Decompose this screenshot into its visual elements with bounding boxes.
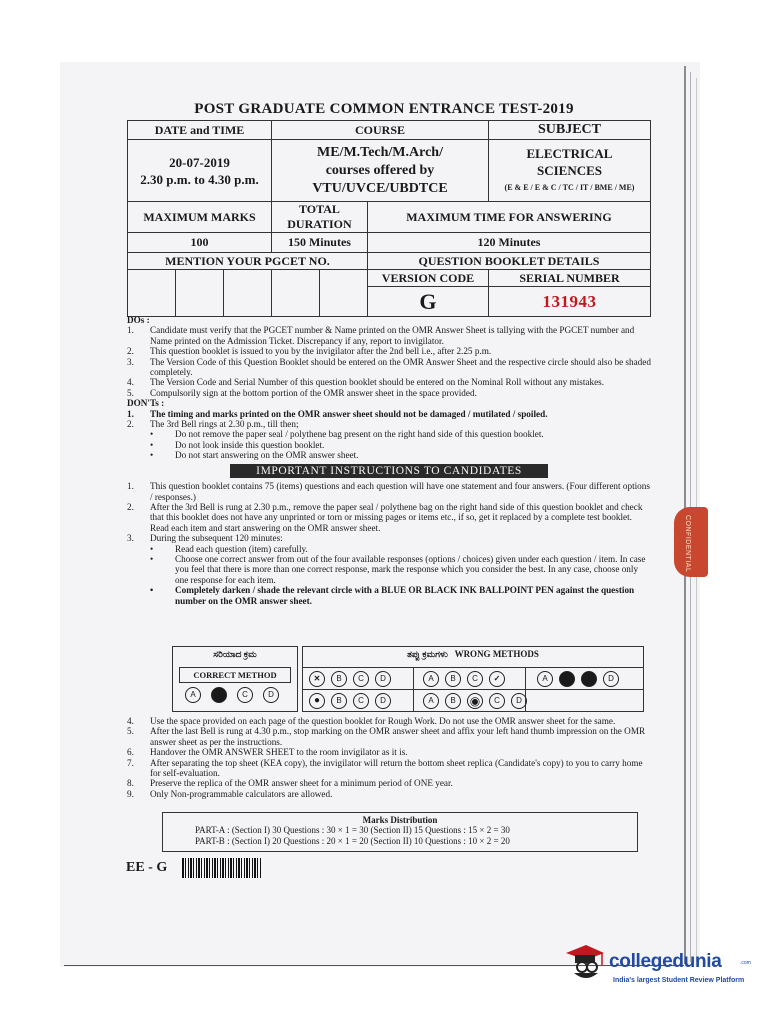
total-duration-label: TOTAL DURATION [272,202,368,233]
barcode [182,858,262,878]
bullet-text: Completely darken / shade the relevant circle with a BLUE OR BLACK INK BALLPOINT PEN against the question number on the OMR answer sheet. [175,585,635,606]
bubble-a: A [423,671,439,687]
bubble-b: B [445,693,461,709]
marks-distribution-title: Marks Distribution [362,815,438,825]
bubble-filled [211,687,227,703]
bubble-d: D [375,671,391,687]
bubble-c: C [489,693,505,709]
course-line: ME/M.Tech/M.Arch/ [317,144,443,160]
max-time-value: 120 Minutes [367,233,650,253]
date-time-label: DATE and TIME [128,121,272,140]
correct-method-kannada: ಸರಿಯಾದ ಕ್ರಮ [213,649,257,659]
course-value [272,140,489,202]
instruction-bullet: • Choose one correct answer from out of the four available responses (options / choices) given under each question / item. In case you feel that there is more than one correct response, mark the response which you consider the best. In any case, choose only one response for each item. [127,554,651,585]
bubble-a: A [185,687,201,703]
instruction-item: 1. This question booklet contains 75 (items) questions and each question will have one statement and four answers. (Four different options / responses.) [127,481,650,502]
seal-text: CONFIDENTIAL [684,515,691,573]
item-text: This question booklet contains 75 (items) questions and each question will have one statement and four answers. (Four different options / responses.) [150,481,650,502]
bullet-text: Read each question (item) carefully. [175,543,308,554]
booklet-code: EE - G [126,860,168,875]
bubble-b: B [331,671,347,687]
bubble-ticked: ✓ [489,671,505,687]
bubble-filled [581,671,597,687]
instruction-item: 7. After separating the top sheet (KEA copy), the invigilator will return the bottom sheet replica (Candidate's copy) to you to carry home for self-evaluation. [127,758,651,779]
max-time-label: MAXIMUM TIME FOR ANSWERING [367,202,650,233]
logo-name: collegedunia [609,951,722,972]
subject-value [489,140,651,202]
subject-line: ELECTRICAL [526,146,613,161]
marks-part-b: PART-B : (Section I) 20 Questions : 20 × 1 = 20 (Section II) 10 Questions : 10 × 2 = 20 [195,836,510,846]
version-code-label: VERSION CODE [367,270,488,287]
item-number: 4. [127,377,134,388]
pgcet-digit-box[interactable] [128,270,176,317]
item-text: Use the space provided on each page of the question booklet for Rough Work. Do not use the OMR answer sheet for the same. [150,716,616,726]
pgcet-digit-box[interactable] [319,270,367,317]
instruction-item: 4. Use the space provided on each page of the question booklet for Rough Work. Do not use the OMR answer sheet for the same. [127,716,651,726]
dos-item [127,357,651,378]
bullet-text: Do not look inside this question booklet. [175,439,325,450]
logo-tagline: India's largest Student Review Platform [613,977,745,984]
donts-bullet: • Do not start answering on the OMR answer sheet. [150,450,359,461]
graduate-mascot-icon [562,943,604,983]
bubble-c: C [467,671,483,687]
bullet-text: Choose one correct answer from out of the four available responses (options / choices) given under each question / item. In case you feel that there is more than one correct response, mark the response which you consider the best. In any case, choose only one response for each item. [175,553,646,585]
item-number: 1. [127,325,134,336]
dos-item [127,377,651,387]
dos-item [127,388,651,398]
donts-item: 2. The 3rd Bell rings at 2.30 p.m., till then; [127,419,651,429]
item-number: 3. [127,356,134,367]
bubble-dotted: ◉ [467,693,483,709]
instructions-continued [127,716,651,799]
subject-line: SCIENCES [536,163,603,178]
subject-label: SUBJECT [489,121,651,140]
wrong-methods-label: WRONG METHODS [454,649,539,659]
bullet-text: Do not remove the paper seal / polythene bag present on the right hand side of this question booklet. [175,429,544,440]
item-text: The 3rd Bell rings at 2.30 p.m., till then; [150,419,299,430]
course-label: COURSE [272,121,489,140]
bubble-b: B [445,671,461,687]
instruction-item: 9. Only Non-programmable calculators are allowed. [127,789,651,799]
marks-distribution-box [162,812,638,852]
exam-title: POST GRADUATE COMMON ENTRANCE TEST-2019 [194,101,574,117]
dos-item [127,325,651,346]
pgcet-digit-box[interactable] [176,270,224,317]
serial-number-value: 131943 [489,287,651,317]
max-marks-label: MAXIMUM MARKS [128,202,272,233]
bubble-partial: ● [309,693,325,709]
course-line: courses offered by [325,162,435,178]
wrong-methods-kannada: ತಪ್ಪು ಕ್ರಮಗಳು [407,649,448,659]
instruction-bullet: • Completely darken / shade the relevant circle with a BLUE OR BLACK INK BALLPOINT PEN against the question number on the OMR answer sheet. [127,585,651,606]
marks-part-a: PART-A : (Section I) 30 Questions : 30 × 1 = 30 (Section II) 15 Questions : 15 × 2 = 30 [195,825,510,835]
correct-method-box [172,646,298,712]
wrong-methods-box [302,646,644,712]
exam-details-table [127,120,651,317]
wrong-methods-heading [303,649,643,660]
pgcet-number-label: MENTION YOUR PGCET NO. [128,253,368,270]
donts-item: 1. The timing and marks printed on the OMR answer sheet should not be damaged / mutilated / spoiled. [127,409,651,419]
divider [303,689,643,690]
bubble-c: C [353,671,369,687]
item-text: The Version Code and Serial Number of this question booklet should be entered on the Nominal Roll without any mistakes. [150,377,605,388]
instructions-banner: IMPORTANT INSTRUCTIONS TO CANDIDATES [230,464,548,478]
bubble-d: D [375,693,391,709]
item-text: After the 3rd Bell is rung at 2.30 p.m., remove the paper seal / polythene bag on the right hand side of this question booklet and check that this booklet does not have any unprinted or torn or missing pages or items etc., if so, get it replaced by a complete test booklet. Read each item and start answering on the OMR answer sheet. [150,501,643,533]
instruction-item: 8. Preserve the replica of the OMR answer sheet for a minimum period of ONE year. [127,778,651,788]
bubble-b: B [331,693,347,709]
instructions-body [127,315,651,606]
max-marks-value: 100 [128,233,272,253]
item-text: The Version Code of this Question Booklet should be entered on the OMR Answer Sheet and the respective circle should also be shaded completely. [150,356,651,378]
item-text: Candidate must verify that the PGCET number & Name printed on the OMR Answer Sheet is tallying with the PGCET number and Name printed on the Admission Ticket. Discrepancy if any, report to invigilator. [150,325,635,346]
donts-bullet: • Do not look inside this question booklet. [150,439,325,450]
divider [413,667,414,711]
bubble-a: A [537,671,553,687]
donts-heading: DON'Ts : [127,398,165,409]
course-line: VTU/UVCE/UBDTCE [312,180,448,196]
item-text: Preserve the replica of the OMR answer sheet for a minimum period of ONE year. [150,778,453,789]
omr-shading-methods [172,646,642,712]
item-number: 2. [127,346,134,357]
bubble-crossed: ✕ [309,671,325,687]
instruction-item: 3. During the subsequent 120 minutes: [127,533,651,543]
item-text: This question booklet is issued to you by the invigilator after the 2nd bell i.e., after 2.25 p.m. [150,346,492,357]
subject-branches: (E & E / E & C / TC / IT / BME / ME) [504,183,635,192]
item-text: During the subsequent 120 minutes: [150,533,283,544]
bubble-d: D [263,687,279,703]
paper-seal[interactable] [674,507,708,577]
version-code-value: G [367,287,488,317]
bubble-filled [559,671,575,687]
instruction-item: 2. After the 3rd Bell is rung at 2.30 p.m., remove the paper seal / polythene bag on the right hand side of this question booklet and check that this booklet does not have any unprinted or torn or missing pages or items etc., if so, get it replaced by a complete test booklet. Read each item and start answering on the OMR answer sheet. [127,502,651,533]
dos-heading: DOs : [127,315,150,325]
item-text: Only Non-programmable calculators are allowed. [150,788,333,799]
donts-bullet: • Do not remove the paper seal / polythene bag present on the right hand side of this question booklet. [150,429,544,440]
bubble-c: C [353,693,369,709]
bubble-d: D [511,693,527,709]
pgcet-digit-box[interactable] [224,270,272,317]
item-number: 5. [127,387,134,398]
bubble-d: D [603,671,619,687]
serial-number-label: SERIAL NUMBER [489,270,651,287]
divider [303,667,643,668]
bubble-c: C [237,687,253,703]
exam-time: 2.30 p.m. to 4.30 p.m. [140,171,259,187]
item-text: After the last Bell is rung at 4.30 p.m., stop marking on the OMR answer sheet and affix your left hand thumb impression on the OMR answer sheet as per the instructions. [150,726,646,747]
item-text: Compulsorily sign at the bottom portion of the OMR answer sheet in the space provided. [150,387,477,398]
dos-item [127,346,651,356]
instruction-item: 5. After the last Bell is rung at 4.30 p.m., stop marking on the OMR answer sheet and affix your left hand thumb impression on the OMR answer sheet as per the instructions. [127,726,651,747]
bullet-text: Do not start answering on the OMR answer sheet. [175,450,359,461]
item-text: After separating the top sheet (KEA copy), the invigilator will return the bottom sheet replica (Candidate's copy) to you to carry home for self-evaluation. [150,757,643,779]
instruction-item: 6. Handover the OMR ANSWER SHEET to the room invigilator as it is. [127,747,651,757]
logo-suffix: .com [740,960,751,966]
correct-method-label: CORRECT METHOD [179,667,291,683]
item-text: Handover the OMR ANSWER SHEET to the room invigilator as it is. [150,747,408,758]
booklet-details-label: QUESTION BOOKLET DETAILS [367,253,650,270]
total-duration-value: 150 Minutes [272,233,368,253]
bubble-a: A [423,693,439,709]
item-text: The timing and marks printed on the OMR answer sheet should not be damaged / mutilated / spoiled. [150,408,548,419]
date-time-value [128,140,272,202]
instruction-bullet: • Read each question (item) carefully. [150,543,308,554]
exam-date: 20-07-2019 [169,154,230,170]
pgcet-digit-box[interactable] [272,270,320,317]
